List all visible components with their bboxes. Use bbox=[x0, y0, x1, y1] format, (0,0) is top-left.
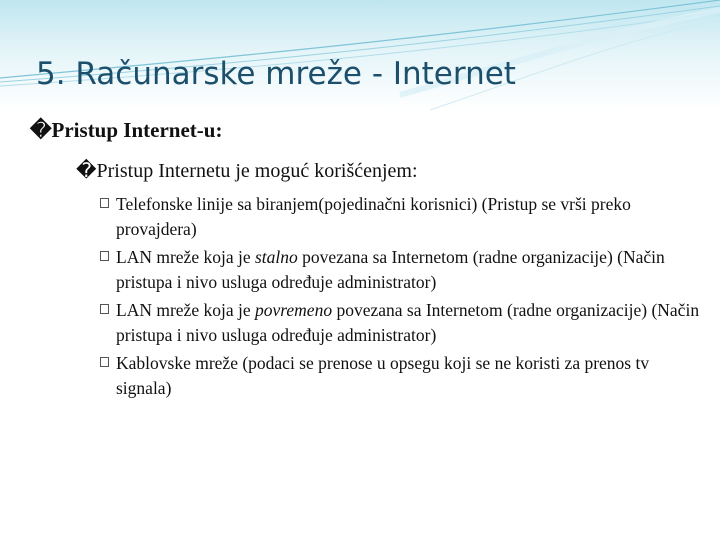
list-item-emphasis: povremeno bbox=[254, 300, 333, 320]
slide-title: 5. Računarske mreže - Internet bbox=[36, 56, 516, 92]
list-item-text-pre: LAN mreže koja je bbox=[116, 247, 255, 267]
bullet-list bbox=[100, 192, 700, 404]
square-bullet-icon bbox=[100, 304, 109, 314]
list-item-text-post: povezana sa Internetom (radne organizacije) (Način pristupa i nivo usluga određuje administrator) bbox=[116, 247, 665, 292]
list-item-emphasis: stalno bbox=[254, 247, 298, 267]
square-bullet-icon bbox=[100, 198, 109, 208]
list-item-text: Kablovske mreže (podaci se prenose u opsegu koji se ne koristi za prenos tv signala) bbox=[116, 353, 650, 398]
list-item bbox=[100, 351, 700, 400]
list-item-text-pre: LAN mreže koja je bbox=[116, 300, 255, 320]
list-item bbox=[100, 298, 700, 347]
list-item bbox=[100, 192, 700, 241]
list-item bbox=[100, 245, 700, 294]
level1-heading: �Pristup Internet-u: bbox=[30, 118, 223, 142]
list-item-text: Telefonske linije sa biranjem(pojedinačni korisnici) (Pristup se vrši preko provajdera) bbox=[116, 194, 631, 239]
decorative-wave bbox=[0, 0, 720, 110]
square-bullet-icon bbox=[100, 251, 109, 261]
level2-heading: �Pristup Internetu je moguć korišćenjem: bbox=[76, 160, 418, 182]
square-bullet-icon bbox=[100, 357, 109, 367]
list-item-text-post: povezana sa Internetom (radne organizacije) (Način pristupa i nivo usluga određuje administrator) bbox=[116, 300, 700, 345]
